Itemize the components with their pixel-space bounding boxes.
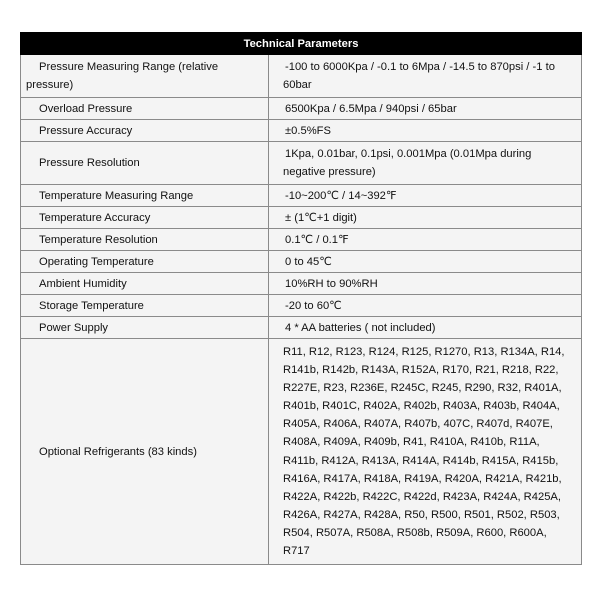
row-label: Operating Temperature xyxy=(21,251,269,273)
row-value: 0.1℃ / 0.1℉ xyxy=(269,229,582,251)
table-row xyxy=(21,295,582,317)
table-row xyxy=(21,98,582,120)
table-row xyxy=(21,229,582,251)
refrigerant-list: R11, R12, R123, R124, R125, R1270, R13, R134A, R14, R141b, R142b, R143A, R152A, R170, R21, R218, R22, R227E, R23, R236E, R245C, R245, R290, R32, R401A, R401b, R401C, R402A, R402b, R403A, R403b, R404A, R405A, R406A, R407A, R407b, 407C, R407d, R407E, R408A, R409A, R409b, R41, R410A, R410b, R11A, R411b, R412A, R413A, R414A, R414b, R415A, R415b, R416A, R417A, R418A, R419A, R420A, R421A, R421b, R422A, R422b, R422C, R422d, R423A, R424A, R425A, R426A, R427A, R428A, R50, R500, R501, R502, R503, R504, R507A, R508A, R508b, R509A, R600, R600A, R717 xyxy=(269,339,582,565)
table-row xyxy=(21,142,582,185)
row-value: -20 to 60℃ xyxy=(269,295,582,317)
row-label: Pressure Accuracy xyxy=(21,120,269,142)
row-label: Power Supply xyxy=(21,317,269,339)
technical-parameters-table xyxy=(20,32,582,565)
row-label: Pressure Resolution xyxy=(21,142,269,185)
table-row xyxy=(21,273,582,295)
table-title: Technical Parameters xyxy=(21,33,582,55)
row-label: Temperature Measuring Range xyxy=(21,185,269,207)
table-row xyxy=(21,185,582,207)
row-value: 10%RH to 90%RH xyxy=(269,273,582,295)
table-row xyxy=(21,339,582,565)
table-row xyxy=(21,120,582,142)
table-row xyxy=(21,207,582,229)
table-row xyxy=(21,251,582,273)
row-value: -100 to 6000Kpa / -0.1 to 6Mpa / -14.5 to 870psi / -1 to 60bar xyxy=(269,55,582,98)
row-label: Overload Pressure xyxy=(21,98,269,120)
table-row xyxy=(21,55,582,98)
row-value: 6500Kpa / 6.5Mpa / 940psi / 65bar xyxy=(269,98,582,120)
row-label: Temperature Accuracy xyxy=(21,207,269,229)
row-label: Temperature Resolution xyxy=(21,229,269,251)
row-value: ±0.5%FS xyxy=(269,120,582,142)
row-value: 0 to 45℃ xyxy=(269,251,582,273)
row-value: 1Kpa, 0.01bar, 0.1psi, 0.001Mpa (0.01Mpa during negative pressure) xyxy=(269,142,582,185)
table-row xyxy=(21,317,582,339)
row-value: ± (1℃+1 digit) xyxy=(269,207,582,229)
row-label: Storage Temperature xyxy=(21,295,269,317)
row-label: Optional Refrigerants (83 kinds) xyxy=(21,339,269,565)
row-label: Ambient Humidity xyxy=(21,273,269,295)
row-value: 4 * AA batteries ( not included) xyxy=(269,317,582,339)
row-label: Pressure Measuring Range (relative pressure) xyxy=(21,55,269,98)
row-value: -10~200℃ / 14~392℉ xyxy=(269,185,582,207)
table-header-row xyxy=(21,33,582,55)
